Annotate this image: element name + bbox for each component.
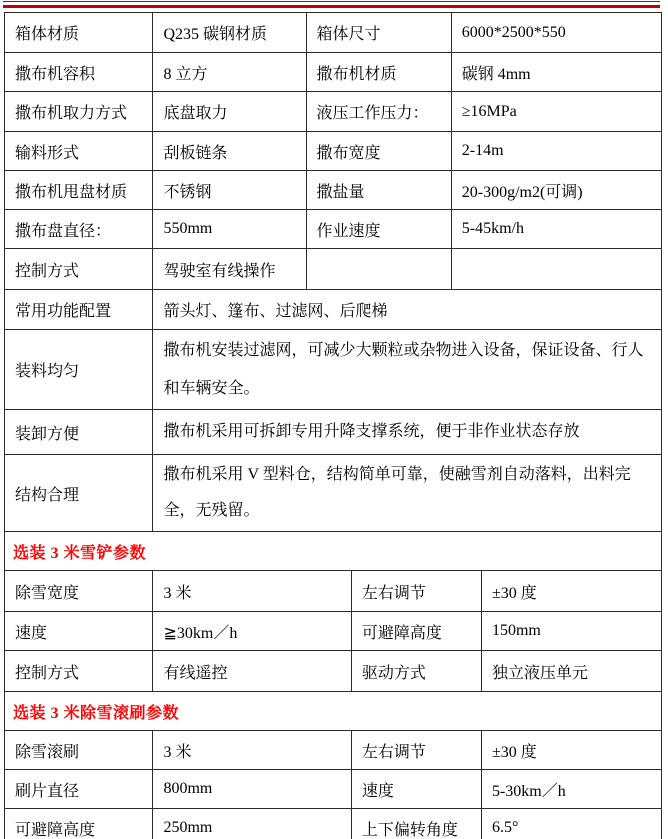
spreader-spec-table: [4, 12, 662, 532]
table-row: [5, 809, 662, 839]
spec-label: 可避障高度: [5, 809, 153, 839]
snow-shovel-table: [4, 531, 662, 692]
spec-label: 撒布机材质: [306, 53, 451, 92]
table-row: [5, 210, 662, 249]
spec-label: 可避障高度: [351, 612, 481, 651]
page-top-red-double-rule: [3, 1, 660, 8]
spec-value: ≧30km／h: [153, 612, 351, 651]
spec-value-empty: [451, 249, 661, 290]
spec-value: 20-300g/m2(可调): [451, 171, 661, 210]
spec-label: 左右调节: [351, 731, 481, 770]
spec-label: 撒布机容积: [5, 53, 153, 92]
spec-label: 除雪滚刷: [5, 731, 153, 770]
spec-label: 液压工作压力：: [306, 92, 451, 132]
spec-label: 刷片直径: [5, 770, 153, 809]
spec-label: 上下偏转角度: [351, 809, 481, 839]
spec-table-area: [4, 12, 662, 839]
section-title-shovel: 选装 3 米雪铲参数: [5, 532, 662, 571]
spec-label: 常用功能配置: [5, 290, 153, 330]
spec-label: 除雪宽度: [5, 571, 153, 612]
spec-label: 作业速度: [306, 210, 451, 249]
spec-value: 250mm: [153, 809, 351, 839]
spec-value: 6.5°: [481, 809, 661, 839]
table-row: [5, 171, 662, 210]
spec-label: 撒布机取力方式: [5, 92, 153, 132]
spec-value: 刮板链条: [153, 132, 306, 171]
spec-value: 箭头灯、篷布、过滤网、后爬梯: [153, 290, 662, 330]
spec-label: 速度: [351, 770, 481, 809]
table-row: [5, 53, 662, 92]
spec-value: 2-14m: [451, 132, 661, 171]
table-row: [5, 132, 662, 171]
spec-label: 箱体材质: [5, 13, 153, 53]
spec-value: 底盘取力: [153, 92, 306, 132]
spec-value: Q235 碳钢材质: [153, 13, 306, 53]
table-row: [5, 651, 662, 692]
spec-label-empty: [306, 249, 451, 290]
spec-value: 5-30km／h: [481, 770, 661, 809]
spec-value: 6000*2500*550: [451, 13, 661, 53]
table-row: [5, 455, 662, 532]
table-row: [5, 612, 662, 651]
spec-label: 驱动方式: [351, 651, 481, 692]
feature-label: 装卸方便: [5, 410, 153, 455]
table-row: [5, 92, 662, 132]
spec-value: 8 立方: [153, 53, 306, 92]
table-row: [5, 770, 662, 809]
spec-value: 150mm: [481, 612, 661, 651]
spec-label: 箱体尺寸: [306, 13, 451, 53]
table-row: [5, 249, 662, 290]
table-row: [5, 731, 662, 770]
spec-label: 输料形式: [5, 132, 153, 171]
spec-value: ±30 度: [481, 731, 661, 770]
table-row: [5, 290, 662, 330]
spec-label: 控制方式: [5, 651, 153, 692]
spec-value: 3 米: [153, 731, 351, 770]
spec-value: 碳钢 4mm: [451, 53, 661, 92]
table-row: [5, 330, 662, 410]
spec-label: 左右调节: [351, 571, 481, 612]
table-row: [5, 571, 662, 612]
section-title-row: [5, 692, 662, 731]
table-row: [5, 13, 662, 53]
spec-value: 驾驶室有线操作: [153, 249, 306, 290]
spec-label: 撒布宽度: [306, 132, 451, 171]
spec-label: 撒盐量: [306, 171, 451, 210]
spec-value: 800mm: [153, 770, 351, 809]
section-title-brush: 选装 3 米除雪滚刷参数: [5, 692, 662, 731]
spec-label: 速度: [5, 612, 153, 651]
table-row: [5, 410, 662, 455]
spec-label: 撒布盘直径：: [5, 210, 153, 249]
spec-value: 5-45km/h: [451, 210, 661, 249]
feature-label: 装料均匀: [5, 330, 153, 410]
spec-value: 有线遥控: [153, 651, 351, 692]
spec-value: 3 米: [153, 571, 351, 612]
spec-value: 550mm: [153, 210, 306, 249]
spec-value: ≥16MPa: [451, 92, 661, 132]
feature-description: 撒布机采用可拆卸专用升降支撑系统，便于非作业状态存放: [153, 410, 662, 455]
snow-brush-table: [4, 691, 662, 839]
feature-description: 撒布机安装过滤网，可减少大颗粒或杂物进入设备，保证设备、行人和车辆安全。: [153, 330, 662, 410]
section-title-row: [5, 532, 662, 571]
spec-value: ±30 度: [481, 571, 661, 612]
spec-label: 控制方式: [5, 249, 153, 290]
feature-label: 结构合理: [5, 455, 153, 532]
spec-label: 撒布机甩盘材质: [5, 171, 153, 210]
spec-value: 不锈钢: [153, 171, 306, 210]
feature-description: 撒布机采用 V 型料仓，结构简单可靠，使融雪剂自动落料，出料完全，无残留。: [153, 455, 662, 532]
spec-value: 独立液压单元: [481, 651, 661, 692]
